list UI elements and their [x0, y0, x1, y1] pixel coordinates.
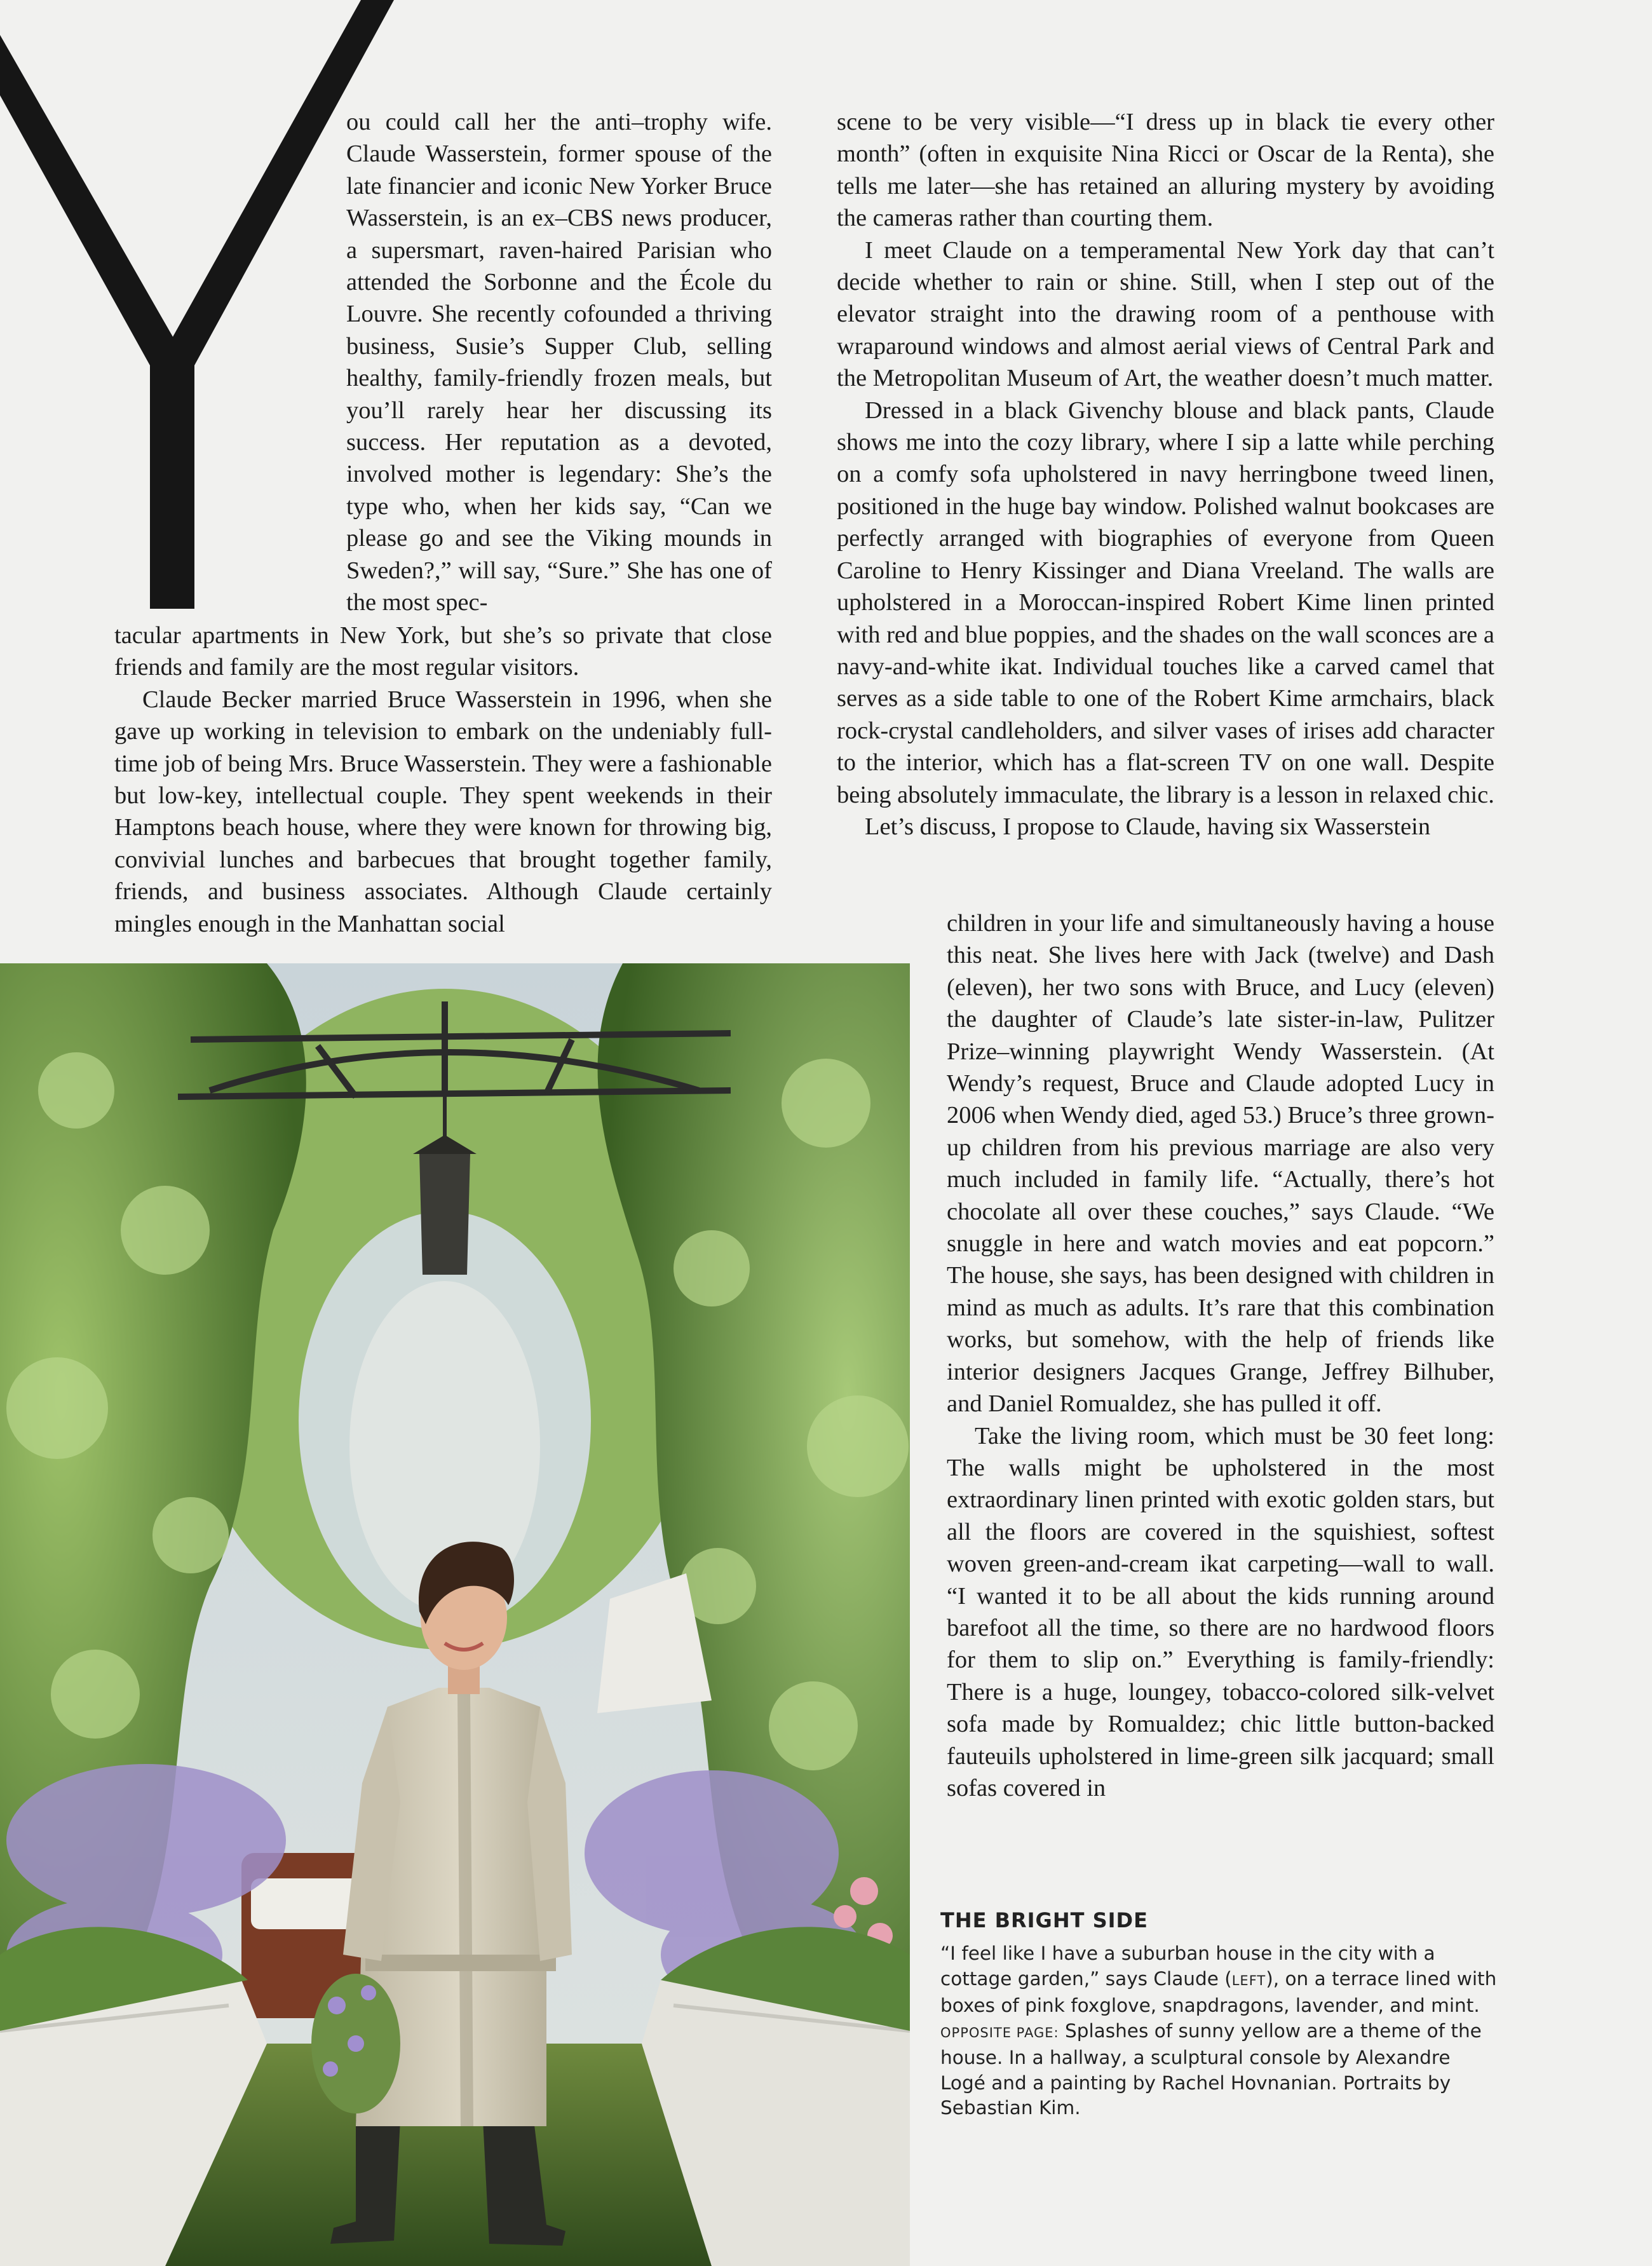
- paragraph: Let’s discuss, I propose to Claude, having six Wasserstein: [865, 813, 1431, 840]
- caption-direction-left: LEFT: [1231, 1972, 1266, 1988]
- paragraph: scene to be very visible—“I dress up in black tie every other month” (often in exquisite Nina Ricci or Oscar de la Renta), she tells me later—she has retained an alluring mystery by avoiding the cameras rather than courting them.: [837, 109, 1494, 232]
- column-1-top: [346, 106, 772, 619]
- column-2-top: [837, 106, 1494, 843]
- paragraph: Dressed in a black Givenchy blouse and black pants, Claude shows me into the cozy library, where I sip a latte while perching on a comfy sofa upholstered in navy herringbone tweed linen, positioned in the huge bay window. Polished walnut bookcases are perfectly arranged with biographies of everyone from Queen Caroline to Henry Kissinger and Diana Vreeland. The walls are upholstered in a Moroccan-inspired Robert Kime linen printed with red and blue poppies, and the shades on the wall sconces are a navy-and-white ikat. Individual touches like a carved camel that serves as a side table to one of the Robert Kime armchairs, black rock-crystal candleholders, and silver vases of irises add character to the interior, which has a flat-screen TV on one wall. Despite being absolutely immaculate, the library is a lesson in relaxed chic.: [837, 397, 1494, 808]
- garden-photo: [0, 963, 910, 2266]
- column-2-bottom: [947, 907, 1494, 1804]
- paragraph: Claude Becker married Bruce Wasserstein in 1996, when she gave up working in television to embark on the undeniably full-time job of being Mrs. Bruce Wasserstein. They were a fashionable but low-key, intellectual couple. They spent weekends in their Hamptons beach house, where they were known for throwing big, convivial lunches and barbecues that brought together family, friends, and business associates. Although Claude certainly mingles enough in the Manhattan social: [114, 686, 772, 937]
- caption-title: THE BRIGHT SIDE: [940, 1908, 1148, 1932]
- caption-text: Splashes of sunny yellow are a theme of the house. In a hallway, a sculptural console by Alexandre Logé and a painting by Rachel Hovnanian. Portraits by Sebastian Kim.: [940, 2019, 1482, 2119]
- caption-body: [940, 1941, 1500, 2121]
- caption-text: ), on a terrace lined with boxes of pink foxglove, snapdragons, lavender, and mint.: [940, 1967, 1497, 2016]
- paragraph: children in your life and simultaneously having a house this neat. She lives here with Jack (twelve) and Dash (eleven), her two sons with Bruce, and Lucy (eleven) the daughter of Claude’s late sister-in-law, Pulitzer Prize–winning playwright Wendy Wasserstein. (At Wendy’s request, Bruce and Claude adopted Lucy in 2006 when Wendy died, aged 53.) Bruce’s three grown-up children from his previous marriage are also very much included in family life. “Actually, there’s hot chocolate all over these couches,” says Claude. “We snuggle in here and watch movies and eat popcorn.” The house, she says, has been designed with children in mind as much as adults. It’s rare that this combination works, but somehow, with the help of friends like interior designers Jacques Grange, Jeffrey Bilhuber, and Daniel Romualdez, she has pulled it off.: [947, 910, 1494, 1418]
- column-1-bottom: [114, 620, 772, 940]
- paragraph: tacular apartments in New York, but she’s so private that close friends and family are the most regular visitors.: [114, 622, 772, 681]
- paragraph: Take the living room, which must be 30 feet long: The walls might be upholstered in the most extraordinary linen printed with exotic golden stars, but all the floors are covered in the squishiest, softest woven green-and-cream ikat carpeting—wall to wall. “I wanted it to be all about the kids running around barefoot all the time, so there are no hardwood floors for them to slip on.” Everything is family-friendly: There is a huge, loungey, tobacco-colored silk-velvet sofa made by Romualdez; chic little button-backed fauteuils upholstered in lime-green silk jacquard; small sofas covered in: [947, 1422, 1494, 1801]
- caption-text: “I feel like I have a suburban house in the city with a cottage garden,” says Claude (: [940, 1943, 1435, 1990]
- photo-caption: [940, 1908, 1500, 2121]
- paragraph-intro: ou could call her the anti–trophy wife. Claude Wasserstein, former spouse of the late financier and iconic New Yorker Bruce Wasserstein, is an ex–CBS news producer, a supersmart, raven-haired Parisian who attended the Sorbonne and the École du Louvre. She recently cofounded a thriving business, Susie’s Supper Club, selling healthy, family-friendly frozen meals, but you’ll rarely hear her discussing its success. Her reputation as a devoted, involved mother is legendary: She’s the type who, when her kids say, “Can we please go and see the Viking mounds in Sweden?,” will say, “Sure.” She has one of the most spec-: [346, 109, 772, 616]
- drop-cap-y: [0, 0, 394, 613]
- paragraph: I meet Claude on a temperamental New York day that can’t decide whether to rain or shine. Still, when I step out of the elevator straight into the drawing room of a penthouse with wraparound windows and almost aerial views of Central Park and the Metropolitan Museum of Art, the weather doesn’t much matter.: [837, 236, 1494, 392]
- caption-direction-opposite: OPPOSITE PAGE:: [940, 2025, 1059, 2040]
